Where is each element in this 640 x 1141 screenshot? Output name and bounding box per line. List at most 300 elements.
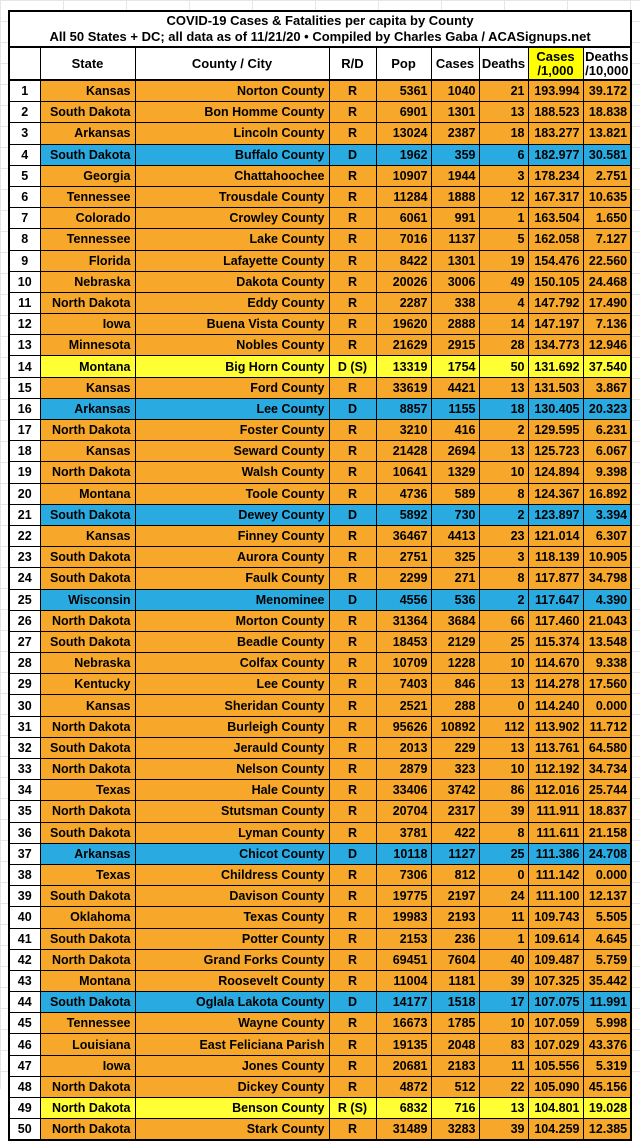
state-cell: Kansas	[40, 80, 135, 102]
rank-cell: 19	[9, 462, 40, 483]
deaths-cell: 1	[479, 928, 528, 949]
rank-cell: 47	[9, 1055, 40, 1076]
deaths-per-10k-cell: 9.398	[583, 462, 631, 483]
cases-per-1k-cell: 109.743	[528, 907, 583, 928]
pop-cell: 2013	[376, 737, 431, 758]
pop-cell: 2879	[376, 759, 431, 780]
county-cell: Lincoln County	[135, 123, 329, 144]
cases-cell: 1785	[431, 1013, 479, 1034]
county-cell: Burleigh County	[135, 716, 329, 737]
cases-per-1k-cell: 112.016	[528, 780, 583, 801]
cases-per-1k-cell: 109.614	[528, 928, 583, 949]
rank-cell: 43	[9, 970, 40, 991]
deaths-per-10k-cell: 11.991	[583, 992, 631, 1013]
table-row	[9, 568, 631, 589]
table-row	[9, 949, 631, 970]
state-cell: Arkansas	[40, 123, 135, 144]
deaths-per-10k-cell: 37.540	[583, 356, 631, 377]
cases-cell: 589	[431, 483, 479, 504]
table-row	[9, 123, 631, 144]
table-row	[9, 843, 631, 864]
table-row	[9, 335, 631, 356]
rd-cell: R	[329, 759, 376, 780]
county-cell: Colfax County	[135, 653, 329, 674]
deaths-cell: 13	[479, 102, 528, 123]
county-cell: Nobles County	[135, 335, 329, 356]
rank-cell: 9	[9, 250, 40, 271]
rd-cell: D	[329, 398, 376, 419]
county-cell: Buena Vista County	[135, 314, 329, 335]
rank-cell: 22	[9, 525, 40, 546]
county-cell: Aurora County	[135, 547, 329, 568]
rank-cell: 27	[9, 631, 40, 652]
pop-cell: 10709	[376, 653, 431, 674]
deaths-per-10k-cell: 17.490	[583, 292, 631, 313]
table-row	[9, 631, 631, 652]
table-row	[9, 165, 631, 186]
cases-per-1k-cell: 107.059	[528, 1013, 583, 1034]
state-cell: South Dakota	[40, 547, 135, 568]
cases-per-1k-cell: 117.647	[528, 589, 583, 610]
state-cell: Colorado	[40, 208, 135, 229]
deaths-cell: 112	[479, 716, 528, 737]
state-cell: Kansas	[40, 377, 135, 398]
rd-cell: R	[329, 186, 376, 207]
deaths-cell: 83	[479, 1034, 528, 1055]
rd-cell: D	[329, 144, 376, 165]
deaths-per-10k-cell: 5.505	[583, 907, 631, 928]
deaths-cell: 39	[479, 801, 528, 822]
cases-cell: 2048	[431, 1034, 479, 1055]
rd-cell: R	[329, 716, 376, 737]
pop-cell: 95626	[376, 716, 431, 737]
cases-per-1k-cell: 182.977	[528, 144, 583, 165]
table-row	[9, 547, 631, 568]
header-rank	[9, 47, 40, 80]
cases-cell: 271	[431, 568, 479, 589]
deaths-cell: 39	[479, 970, 528, 991]
state-cell: South Dakota	[40, 886, 135, 907]
county-cell: Toole County	[135, 483, 329, 504]
header-deaths-per-10k: Deaths /10,000	[583, 47, 631, 80]
cases-cell: 288	[431, 695, 479, 716]
rank-cell: 4	[9, 144, 40, 165]
table-row	[9, 1076, 631, 1097]
table-row	[9, 589, 631, 610]
pop-cell: 2287	[376, 292, 431, 313]
pop-cell: 21629	[376, 335, 431, 356]
cases-cell: 323	[431, 759, 479, 780]
rank-cell: 41	[9, 928, 40, 949]
deaths-cell: 6	[479, 144, 528, 165]
table-row	[9, 144, 631, 165]
cases-cell: 1127	[431, 843, 479, 864]
deaths-per-10k-cell: 5.319	[583, 1055, 631, 1076]
table-title-cell	[9, 11, 631, 47]
deaths-cell: 18	[479, 123, 528, 144]
cases-per-1k-cell: 147.197	[528, 314, 583, 335]
rd-cell: R	[329, 80, 376, 102]
county-cell: Eddy County	[135, 292, 329, 313]
pop-cell: 21428	[376, 441, 431, 462]
rd-cell: R	[329, 886, 376, 907]
deaths-cell: 2	[479, 504, 528, 525]
cases-per-1k-cell: 111.611	[528, 822, 583, 843]
state-cell: South Dakota	[40, 631, 135, 652]
rd-cell: R	[329, 674, 376, 695]
rank-cell: 13	[9, 335, 40, 356]
state-cell: Tennessee	[40, 186, 135, 207]
deaths-per-10k-cell: 24.708	[583, 843, 631, 864]
cases-cell: 1301	[431, 102, 479, 123]
rd-cell: R	[329, 780, 376, 801]
rank-cell: 29	[9, 674, 40, 695]
table-row	[9, 462, 631, 483]
table-row	[9, 525, 631, 546]
deaths-per-10k-cell: 34.734	[583, 759, 631, 780]
deaths-per-10k-cell: 6.307	[583, 525, 631, 546]
cases-cell: 1888	[431, 186, 479, 207]
cases-cell: 2129	[431, 631, 479, 652]
pop-cell: 13319	[376, 356, 431, 377]
deaths-cell: 23	[479, 525, 528, 546]
state-cell: Montana	[40, 483, 135, 504]
cases-per-1k-cell: 107.029	[528, 1034, 583, 1055]
pop-cell: 5361	[376, 80, 431, 102]
state-cell: Florida	[40, 250, 135, 271]
rd-cell: R	[329, 970, 376, 991]
deaths-cell: 22	[479, 1076, 528, 1097]
county-cell: Foster County	[135, 420, 329, 441]
cases-cell: 1329	[431, 462, 479, 483]
state-cell: Nebraska	[40, 271, 135, 292]
cases-cell: 2317	[431, 801, 479, 822]
cases-cell: 2694	[431, 441, 479, 462]
covid-county-table	[8, 10, 632, 1141]
table-row	[9, 186, 631, 207]
deaths-per-10k-cell: 6.231	[583, 420, 631, 441]
table-row	[9, 907, 631, 928]
rd-cell: D (S)	[329, 356, 376, 377]
pop-cell: 2521	[376, 695, 431, 716]
county-cell: Walsh County	[135, 462, 329, 483]
state-cell: Arkansas	[40, 398, 135, 419]
rank-cell: 32	[9, 737, 40, 758]
county-cell: Trousdale County	[135, 186, 329, 207]
pop-cell: 3781	[376, 822, 431, 843]
rank-cell: 21	[9, 504, 40, 525]
cases-per-1k-cell: 107.325	[528, 970, 583, 991]
rd-cell: R	[329, 568, 376, 589]
cases-cell: 3283	[431, 1119, 479, 1141]
state-cell: South Dakota	[40, 992, 135, 1013]
deaths-per-10k-cell: 39.172	[583, 80, 631, 102]
pop-cell: 8422	[376, 250, 431, 271]
deaths-per-10k-cell: 18.838	[583, 102, 631, 123]
pop-cell: 16673	[376, 1013, 431, 1034]
rd-cell: R	[329, 377, 376, 398]
rd-cell: D	[329, 843, 376, 864]
rank-cell: 30	[9, 695, 40, 716]
rank-cell: 37	[9, 843, 40, 864]
state-cell: Texas	[40, 864, 135, 885]
table-row	[9, 398, 631, 419]
state-cell: South Dakota	[40, 504, 135, 525]
cases-cell: 1137	[431, 229, 479, 250]
cases-cell: 536	[431, 589, 479, 610]
rank-cell: 26	[9, 610, 40, 631]
rd-cell: R	[329, 907, 376, 928]
deaths-cell: 2	[479, 420, 528, 441]
county-cell: Jones County	[135, 1055, 329, 1076]
rank-cell: 12	[9, 314, 40, 335]
deaths-cell: 14	[479, 314, 528, 335]
pop-cell: 20026	[376, 271, 431, 292]
county-cell: Lake County	[135, 229, 329, 250]
cases-per-1k-cell: 111.386	[528, 843, 583, 864]
cases-cell: 236	[431, 928, 479, 949]
rank-cell: 15	[9, 377, 40, 398]
cases-per-1k-cell: 111.100	[528, 886, 583, 907]
deaths-cell: 17	[479, 992, 528, 1013]
table-row	[9, 610, 631, 631]
deaths-per-10k-cell: 12.385	[583, 1119, 631, 1141]
pop-cell: 36467	[376, 525, 431, 546]
cases-cell: 229	[431, 737, 479, 758]
cases-cell: 4413	[431, 525, 479, 546]
cases-cell: 3006	[431, 271, 479, 292]
deaths-cell: 86	[479, 780, 528, 801]
pop-cell: 19983	[376, 907, 431, 928]
rank-cell: 50	[9, 1119, 40, 1141]
rd-cell: R	[329, 1119, 376, 1141]
state-cell: Texas	[40, 780, 135, 801]
deaths-per-10k-cell: 11.712	[583, 716, 631, 737]
deaths-cell: 11	[479, 1055, 528, 1076]
cases-per-1k-cell: 117.877	[528, 568, 583, 589]
rank-cell: 36	[9, 822, 40, 843]
county-cell: Roosevelt County	[135, 970, 329, 991]
deaths-cell: 10	[479, 759, 528, 780]
cases-cell: 812	[431, 864, 479, 885]
cases-per-1k-cell: 167.317	[528, 186, 583, 207]
rd-cell: R	[329, 653, 376, 674]
state-cell: South Dakota	[40, 928, 135, 949]
pop-cell: 7016	[376, 229, 431, 250]
pop-cell: 31364	[376, 610, 431, 631]
cases-cell: 3742	[431, 780, 479, 801]
pop-cell: 10118	[376, 843, 431, 864]
rank-cell: 8	[9, 229, 40, 250]
pop-cell: 3210	[376, 420, 431, 441]
deaths-per-10k-cell: 10.635	[583, 186, 631, 207]
state-cell: Kansas	[40, 525, 135, 546]
table-row	[9, 441, 631, 462]
deaths-per-10k-cell: 16.892	[583, 483, 631, 504]
header-county: County / City	[135, 47, 329, 80]
table-row	[9, 737, 631, 758]
table-body	[9, 80, 631, 1140]
cases-cell: 325	[431, 547, 479, 568]
header-cases-per-1k: Cases /1,000	[528, 47, 583, 80]
cases-per-1k-cell: 123.897	[528, 504, 583, 525]
cases-cell: 1754	[431, 356, 479, 377]
deaths-per-10k-cell: 25.744	[583, 780, 631, 801]
cases-cell: 422	[431, 822, 479, 843]
pop-cell: 19620	[376, 314, 431, 335]
pop-cell: 11284	[376, 186, 431, 207]
pop-cell: 8857	[376, 398, 431, 419]
cases-per-1k-cell: 114.670	[528, 653, 583, 674]
cases-per-1k-cell: 109.487	[528, 949, 583, 970]
header-pop: Pop	[376, 47, 431, 80]
table-row	[9, 250, 631, 271]
cases-per-1k-cell: 124.894	[528, 462, 583, 483]
rank-cell: 46	[9, 1034, 40, 1055]
rank-cell: 44	[9, 992, 40, 1013]
deaths-per-10k-cell: 5.998	[583, 1013, 631, 1034]
pop-cell: 6061	[376, 208, 431, 229]
cases-cell: 416	[431, 420, 479, 441]
deaths-cell: 10	[479, 462, 528, 483]
rd-cell: D	[329, 504, 376, 525]
title-line2: All 50 States + DC; all data as of 11/21/20 • Compiled by Charles Gaba / ACASignups.net	[49, 29, 591, 44]
pop-cell: 14177	[376, 992, 431, 1013]
rank-cell: 2	[9, 102, 40, 123]
cases-per-1k-cell: 131.503	[528, 377, 583, 398]
cases-per-1k-cell: 178.234	[528, 165, 583, 186]
table-row	[9, 208, 631, 229]
cases-cell: 846	[431, 674, 479, 695]
state-cell: South Dakota	[40, 568, 135, 589]
table-row	[9, 102, 631, 123]
table-row	[9, 695, 631, 716]
rank-cell: 10	[9, 271, 40, 292]
deaths-per-10k-cell: 7.127	[583, 229, 631, 250]
table-row	[9, 1055, 631, 1076]
cases-cell: 2888	[431, 314, 479, 335]
rd-cell: R	[329, 1013, 376, 1034]
pop-cell: 2153	[376, 928, 431, 949]
cases-per-1k-cell: 121.014	[528, 525, 583, 546]
deaths-cell: 13	[479, 674, 528, 695]
cases-cell: 2183	[431, 1055, 479, 1076]
rd-cell: R	[329, 483, 376, 504]
cases-cell: 716	[431, 1098, 479, 1119]
state-cell: Iowa	[40, 1055, 135, 1076]
deaths-per-10k-cell: 20.323	[583, 398, 631, 419]
table-row	[9, 314, 631, 335]
state-cell: North Dakota	[40, 292, 135, 313]
table-row	[9, 801, 631, 822]
table-row	[9, 1034, 631, 1055]
state-cell: North Dakota	[40, 1119, 135, 1141]
table-row	[9, 759, 631, 780]
cases-per-1k-cell: 162.058	[528, 229, 583, 250]
rd-cell: R	[329, 864, 376, 885]
state-cell: Arkansas	[40, 843, 135, 864]
table-row	[9, 653, 631, 674]
deaths-cell: 40	[479, 949, 528, 970]
cases-per-1k-cell: 105.556	[528, 1055, 583, 1076]
cases-per-1k-cell: 131.692	[528, 356, 583, 377]
county-cell: Big Horn County	[135, 356, 329, 377]
header-cases: Cases	[431, 47, 479, 80]
pop-cell: 4872	[376, 1076, 431, 1097]
deaths-cell: 0	[479, 695, 528, 716]
county-cell: Faulk County	[135, 568, 329, 589]
rank-cell: 1	[9, 80, 40, 102]
deaths-cell: 10	[479, 1013, 528, 1034]
cases-per-1k-cell: 111.142	[528, 864, 583, 885]
cases-per-1k-cell: 134.773	[528, 335, 583, 356]
deaths-cell: 3	[479, 547, 528, 568]
deaths-per-10k-cell: 30.581	[583, 144, 631, 165]
rd-cell: R	[329, 292, 376, 313]
rd-cell: R	[329, 229, 376, 250]
pop-cell: 4556	[376, 589, 431, 610]
county-cell: Buffalo County	[135, 144, 329, 165]
cases-per-1k-cell: 111.911	[528, 801, 583, 822]
deaths-per-10k-cell: 21.043	[583, 610, 631, 631]
deaths-cell: 12	[479, 186, 528, 207]
table-row	[9, 970, 631, 991]
table-row	[9, 716, 631, 737]
state-cell: North Dakota	[40, 462, 135, 483]
deaths-cell: 8	[479, 568, 528, 589]
cases-cell: 10892	[431, 716, 479, 737]
rd-cell: R	[329, 1034, 376, 1055]
deaths-per-10k-cell: 3.394	[583, 504, 631, 525]
pop-cell: 18453	[376, 631, 431, 652]
state-cell: North Dakota	[40, 716, 135, 737]
table-row	[9, 271, 631, 292]
rd-cell: R	[329, 165, 376, 186]
deaths-per-10k-cell: 0.000	[583, 695, 631, 716]
table-row	[9, 822, 631, 843]
rd-cell: R	[329, 525, 376, 546]
table-row	[9, 377, 631, 398]
deaths-cell: 3	[479, 165, 528, 186]
deaths-per-10k-cell: 10.905	[583, 547, 631, 568]
county-cell: Lafayette County	[135, 250, 329, 271]
rd-cell: R	[329, 801, 376, 822]
rd-cell: R	[329, 420, 376, 441]
state-cell: South Dakota	[40, 737, 135, 758]
deaths-cell: 28	[479, 335, 528, 356]
deaths-per-10k-cell: 19.028	[583, 1098, 631, 1119]
state-cell: North Dakota	[40, 949, 135, 970]
cases-per-1k-cell: 113.902	[528, 716, 583, 737]
cases-cell: 991	[431, 208, 479, 229]
deaths-cell: 11	[479, 907, 528, 928]
county-cell: Potter County	[135, 928, 329, 949]
header-row	[9, 47, 631, 80]
rank-cell: 49	[9, 1098, 40, 1119]
state-cell: Kentucky	[40, 674, 135, 695]
deaths-per-10k-cell: 17.560	[583, 674, 631, 695]
cases-per-1k-cell: 129.595	[528, 420, 583, 441]
state-cell: Tennessee	[40, 1013, 135, 1034]
pop-cell: 69451	[376, 949, 431, 970]
county-cell: Hale County	[135, 780, 329, 801]
rd-cell: R	[329, 928, 376, 949]
pop-cell: 2751	[376, 547, 431, 568]
cases-per-1k-cell: 114.278	[528, 674, 583, 695]
county-cell: Nelson County	[135, 759, 329, 780]
rd-cell: R	[329, 208, 376, 229]
table-row	[9, 504, 631, 525]
